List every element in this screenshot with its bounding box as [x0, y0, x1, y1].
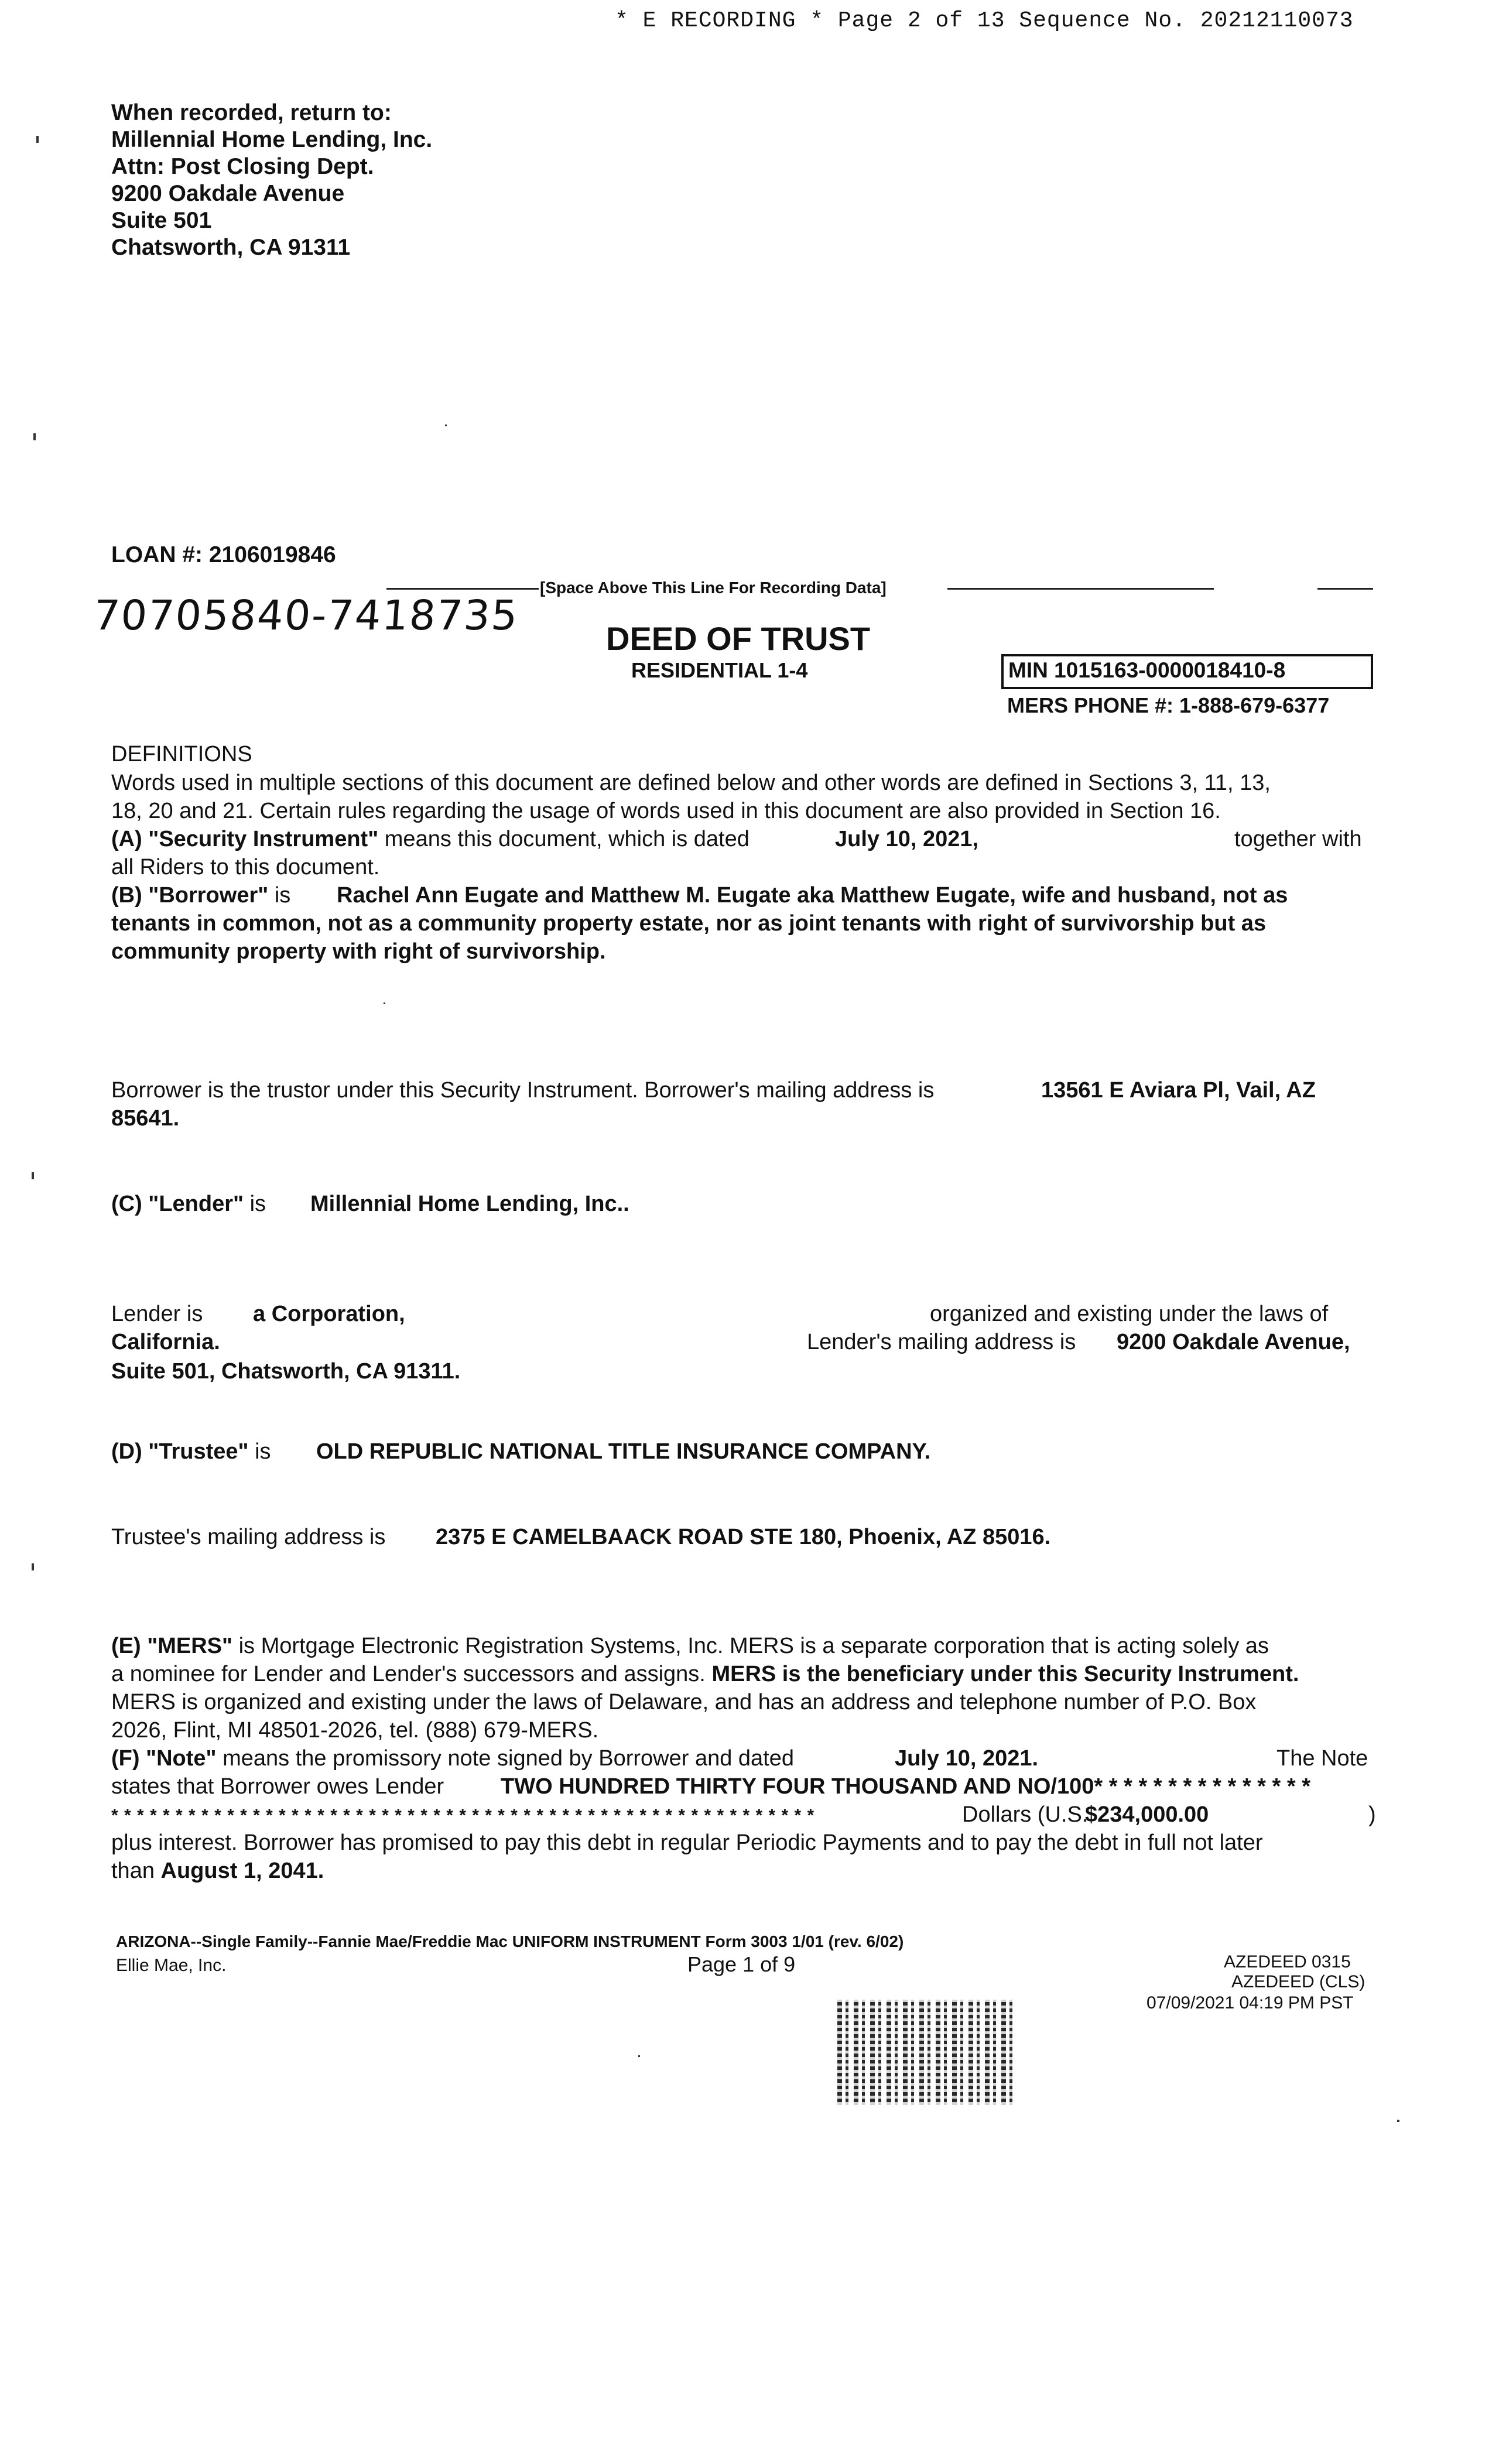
definition-d-is: is	[255, 1439, 271, 1464]
handwritten-numbers: 70705840-7418735	[92, 591, 521, 639]
lender-is: Lender is	[111, 1302, 203, 1326]
together-with: together with	[1234, 827, 1362, 851]
note-payment-text: plus interest. Borrower has promised to pay this debt in regular Periodic Payments and to pay the debt in full not later	[111, 1830, 1263, 1855]
definition-c-label: (C) "Lender"	[111, 1192, 244, 1216]
note-owes: states that Borrower owes Lender	[111, 1774, 444, 1799]
security-instrument-date: July 10, 2021,	[835, 827, 979, 851]
definition-a-label: (A) "Security Instrument"	[111, 827, 379, 851]
return-line: When recorded, return to:	[111, 100, 392, 125]
scan-mark	[36, 136, 39, 143]
footer-code: AZEDEED (CLS)	[1231, 1972, 1365, 1991]
min-number: MIN 1015163-0000018410-8	[1008, 658, 1286, 682]
note-text: The Note	[1276, 1746, 1368, 1771]
lender-address: 9200 Oakdale Avenue,	[1117, 1330, 1350, 1354]
note-date: July 10, 2021.	[895, 1746, 1039, 1771]
document-title: DEED OF TRUST	[606, 620, 871, 657]
footer-code: AZEDEED 0315	[1224, 1952, 1351, 1972]
return-line: Chatsworth, CA 91311	[111, 235, 351, 260]
definition-e-text: is Mortgage Electronic Registration Systems, Inc. MERS is a separate corporation that is acting solely as	[238, 1634, 1269, 1658]
recording-line	[1317, 588, 1373, 590]
lender-state: California.	[111, 1330, 220, 1354]
note-than: than	[111, 1859, 155, 1883]
barcode-icon	[837, 2000, 1013, 2105]
lender-address-line2: Suite 501, Chatsworth, CA 91311.	[111, 1359, 461, 1384]
trustee-name: OLD REPUBLIC NATIONAL TITLE INSURANCE COMPANY.	[316, 1439, 931, 1464]
trustee-address: 2375 E CAMELBAACK ROAD STE 180, Phoenix, AZ 85016.	[436, 1525, 1051, 1549]
return-line: 9200 Oakdale Avenue	[111, 181, 345, 206]
definition-b-is: is	[274, 883, 291, 908]
scan-mark	[32, 1172, 34, 1179]
note-stars: * * * * * * * * * * * * * * * * * * * * * * * * * * * * * * * * * * * * * * * * * * * * * * * * * * * * * * *	[111, 1806, 815, 1825]
return-line: Attn: Post Closing Dept.	[111, 154, 374, 179]
borrower-vesting: tenants in common, not as a community property estate, nor as joint tenants with right of survivorship but as	[111, 911, 1267, 936]
lender-mailing-label: Lender's mailing address is	[807, 1330, 1076, 1354]
note-maturity-date: August 1, 2041.	[160, 1859, 324, 1883]
space-above-label: [Space Above This Line For Recording Data]	[540, 579, 887, 597]
borrower-vesting: community property with right of survivorship.	[111, 939, 606, 964]
definition-f-text: means the promissory note signed by Borrower and dated	[223, 1746, 794, 1771]
note-amount: $234,000.00	[1085, 1802, 1209, 1827]
return-address-block	[111, 100, 432, 261]
definitions-paragraph: 18, 20 and 21. Certain rules regarding the usage of words used in this document are also provided in Section 16.	[111, 799, 1221, 823]
footer-form: ARIZONA--Single Family--Fannie Mae/Freddie Mac UNIFORM INSTRUMENT Form 3003 1/01 (rev. 6/02)	[116, 1932, 904, 1950]
recording-header: * E RECORDING * Page 2 of 13 Sequence No. 20212110073	[615, 8, 1354, 33]
definitions-heading: DEFINITIONS	[111, 742, 252, 766]
footer-page: Page 1 of 9	[687, 1952, 796, 1976]
note-close-paren: )	[1368, 1802, 1376, 1827]
borrower-names: Rachel Ann Eugate and Matthew M. Eugate aka Matthew Eugate, wife and husband, not as	[337, 883, 1288, 908]
definition-a-continuation: all Riders to this document.	[111, 855, 380, 879]
borrower-address-label: Borrower is the trustor under this Security Instrument. Borrower's mailing address is	[111, 1078, 935, 1103]
borrower-address: 13561 E Aviara Pl, Vail, AZ	[1041, 1078, 1316, 1103]
lender-organized: organized and existing under the laws of	[930, 1302, 1329, 1326]
definition-e-label: (E) "MERS"	[111, 1634, 233, 1658]
mers-beneficiary: MERS is the beneficiary under this Security Instrument.	[711, 1662, 1299, 1686]
definition-b-label: (B) "Borrower"	[111, 883, 269, 908]
definition-c-is: is	[249, 1192, 266, 1216]
return-line: Millennial Home Lending, Inc.	[111, 127, 433, 152]
recording-line	[947, 588, 1214, 590]
scan-mark	[638, 2055, 640, 2057]
scan-mark	[384, 1002, 385, 1004]
borrower-zip: 85641.	[111, 1106, 180, 1131]
mers-nominee: a nominee for Lender and Lender's successors and assigns.	[111, 1662, 706, 1686]
scan-mark	[1397, 2120, 1399, 2122]
definition-a-text: means this document, which is dated	[384, 827, 750, 851]
definition-d-label: (D) "Trustee"	[111, 1439, 249, 1464]
footer-company: Ellie Mae, Inc.	[116, 1956, 227, 1975]
scan-mark	[33, 433, 36, 440]
recording-line	[386, 588, 539, 590]
scan-mark	[445, 425, 447, 426]
footer-date: 07/09/2021 04:19 PM PST	[1147, 1993, 1354, 2013]
return-line: Suite 501	[111, 208, 212, 233]
lender-name: Millennial Home Lending, Inc..	[310, 1192, 629, 1216]
definitions-paragraph: Words used in multiple sections of this document are defined below and other words are defined in Sections 3, 11, 13,	[111, 771, 1271, 795]
mers-phone: MERS PHONE #: 1-888-679-6377	[1007, 693, 1330, 717]
mers-description: MERS is organized and existing under the laws of Delaware, and has an address and telephone number of P.O. Box	[111, 1690, 1257, 1714]
document-subtitle: RESIDENTIAL 1-4	[631, 658, 808, 682]
loan-number: LOAN #: 2106019846	[111, 542, 336, 567]
scan-mark	[32, 1563, 34, 1570]
lender-entity-type: a Corporation,	[253, 1302, 405, 1326]
note-dollars: Dollars (U.S.	[962, 1802, 1089, 1827]
mers-address: 2026, Flint, MI 48501-2026, tel. (888) 679-MERS.	[111, 1718, 599, 1743]
trustee-address-label: Trustee's mailing address is	[111, 1525, 386, 1549]
definition-f-label: (F) "Note"	[111, 1746, 217, 1771]
note-amount-words: TWO HUNDRED THIRTY FOUR THOUSAND AND NO/100* * * * * * * * * * * * * * *	[501, 1774, 1310, 1799]
